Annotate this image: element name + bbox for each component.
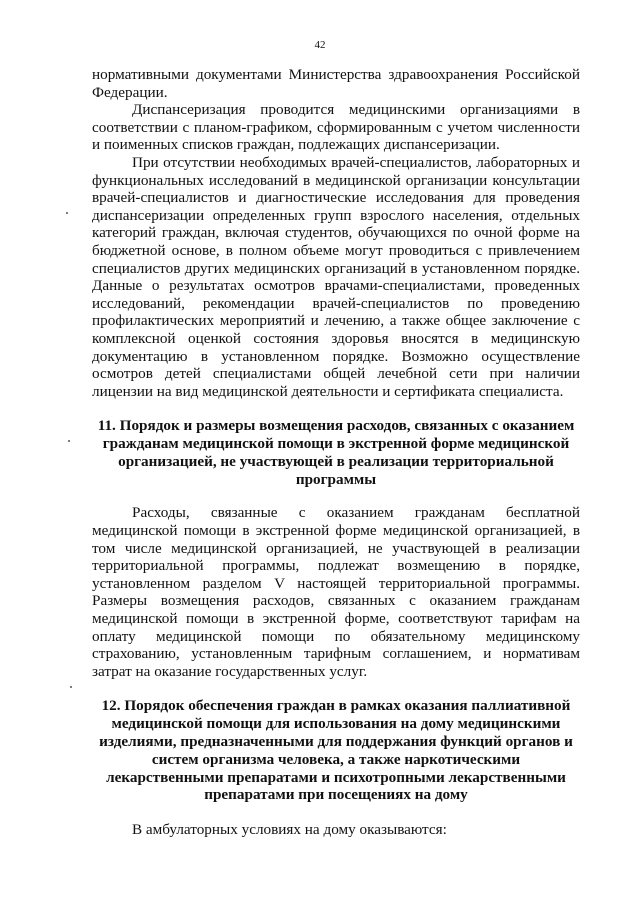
page-number: 42 — [314, 39, 326, 51]
section-12-body: В амбулаторных условиях на дому оказываются: — [132, 821, 447, 839]
section-11-heading: 11. Порядок и размеры возмещения расходов, связанных с оказанием гражданам медицинской помощи в экстренной форме медицинской организацией, не участвующей в реализации территориальной программы — [97, 417, 575, 488]
section-12-heading: 12. Порядок обеспечения граждан в рамках оказания паллиативной медицинской помощи для использования на дому медицинскими изделиями, предназначенными для поддержания функций органов и систем организма человека, а также наркотическими лекарственными препаратами и психотропными лекарственными препаратами при посещениях на дому — [99, 697, 573, 804]
scan-speck — [66, 212, 68, 214]
document-body — [92, 66, 580, 839]
paragraph-dispensarization: Диспансеризация проводится медицинскими организациями в соответствии с планом-графиком, сформированным с учетом численности и поименных списков граждан, подлежащих диспансеризации. — [92, 101, 580, 154]
paragraph-specialists: При отсутствии необходимых врачей-специалистов, лабораторных и функциональных исследований в медицинской организации консультации врачей-специалистов и диагностические исследования для проведения диспансеризации определенных групп взрослого населения, отдельных категорий граждан, включая студентов, обучающихся по очной форме на бюджетной основе, в полном объеме могут проводиться с привлечением специалистов других медицинских организаций в установленном порядке. Данные о результатах осмотров врачами-специалистами, проведенных исследований, рекомендации врачей-специалистов по проведению профилактических мероприятий и лечению, а также общее заключение с комплексной оценкой состояния здоровья вносятся в медицинскую документацию в установленном порядке. Возможно осуществление осмотров детей специалистами общей лечебной сети при наличии лицензии на вид медицинской деятельности и сертификата специалиста. — [92, 153, 580, 400]
section-11-body: Расходы, связанные с оказанием гражданам бесплатной медицинской помощи в экстренной форме медицинской организацией, в том числе медицинской организацией, не участвующей в реализации территориальной программы, подлежат возмещению в порядке, установленном разделом V настоящей территориальной программы. Размеры возмещения расходов, связанных с оказанием гражданам медицинской помощи в экстренной форме, соответствуют тарифам на оплату медицинской помощи по обязательному медицинскому страхованию, установленным тарифным соглашением, и нормативам затрат на оказание государственных услуг. — [92, 504, 580, 680]
paragraph-continuation: нормативными документами Министерства здравоохранения Российской Федерации. — [92, 66, 580, 101]
scan-speck — [68, 440, 70, 442]
scan-speck — [70, 686, 72, 688]
